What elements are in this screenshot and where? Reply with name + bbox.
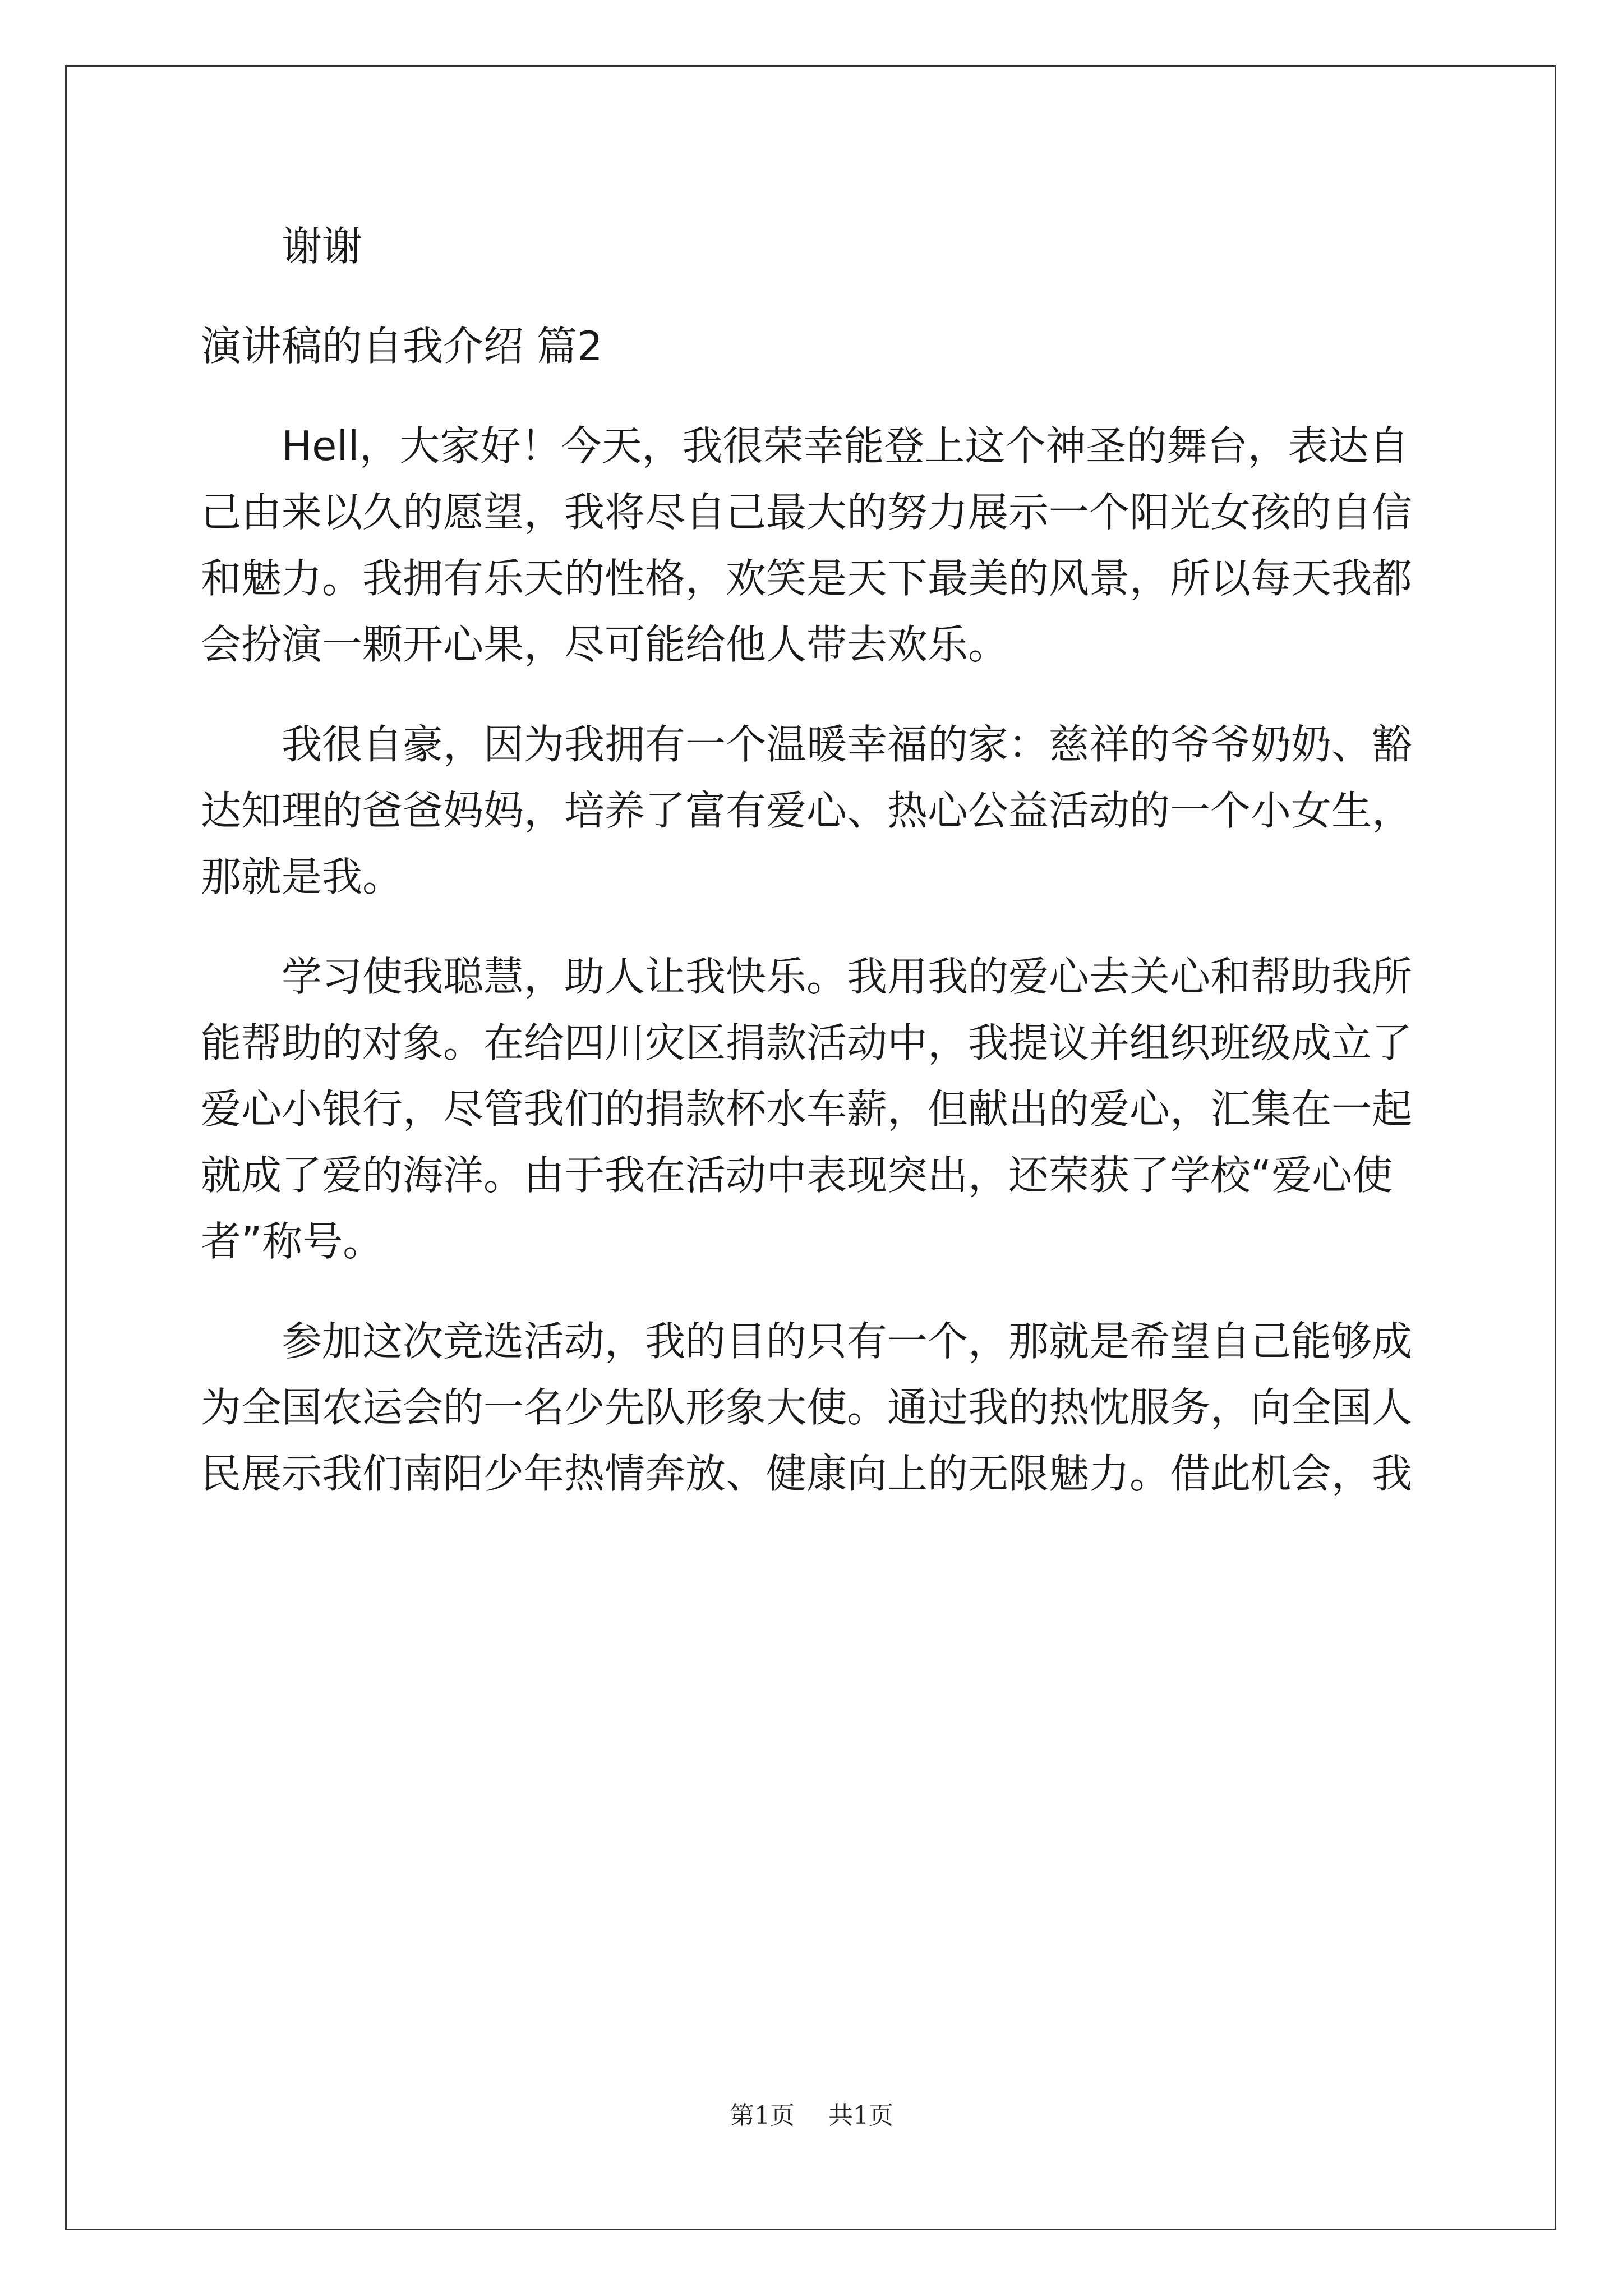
closing-line: 谢谢: [282, 223, 363, 270]
paragraph-line: 爱心小银行，尽管我们的捐款杯水车薪，但献出的爱心，汇集在一起: [201, 1085, 1413, 1133]
paragraph-line: 参加这次竞选活动，我的目的只有一个，那就是希望自己能够成: [282, 1318, 1413, 1365]
paragraph-line: 和魅力。我拥有乐天的性格，欢笑是天下最美的风景，所以每天我都: [201, 555, 1413, 602]
total-pages: 共1页: [828, 2101, 893, 2130]
paragraph-line: 能帮助的对象。在给四川灾区捐款活动中，我提议并组织班级成立了: [201, 1019, 1413, 1066]
document-body: [201, 213, 1423, 1507]
paragraph-line: 我很自豪，因为我拥有一个温暖幸福的家：慈祥的爷爷奶奶、豁: [282, 721, 1413, 768]
paragraph-1: [201, 413, 1423, 678]
page-footer: [0, 2095, 1623, 2131]
paragraph-line: 那就是我。: [201, 853, 403, 900]
paragraph-line: 达知理的爸爸妈妈，培养了富有爱心、热心公益活动的一个小女生，: [201, 787, 1413, 834]
paragraph-line: 学习使我聪慧，助人让我快乐。我用我的爱心去关心和帮助我所: [282, 953, 1413, 1000]
paragraph-4: [201, 1308, 1423, 1507]
paragraph-line: 会扮演一颗开心果，尽可能给他人带去欢乐。: [201, 621, 1009, 668]
paragraph-3: [201, 944, 1423, 1274]
paragraph-2: [201, 711, 1423, 910]
section-heading: 演讲稿的自我介绍 篇2: [201, 323, 603, 370]
paragraph-line: Hell，大家好！今天，我很荣幸能登上这个神圣的舞台，表达自: [282, 422, 1409, 470]
paragraph-line: 就成了爱的海洋。由于我在活动中表现突出，还荣获了学校“爱心使: [201, 1152, 1393, 1199]
paragraph-line: 己由来以久的愿望，我将尽自己最大的努力展示一个阳光女孩的自信: [201, 489, 1413, 536]
paragraph-line: 者”称号。: [201, 1218, 384, 1265]
paragraph-line: 民展示我们南阳少年热情奔放、健康向上的无限魅力。借此机会，我: [201, 1450, 1413, 1497]
page-number: 第1页: [730, 2101, 795, 2130]
paragraph-line: 为全国农运会的一名少先队形象大使。通过我的热忱服务，向全国人: [201, 1384, 1413, 1431]
